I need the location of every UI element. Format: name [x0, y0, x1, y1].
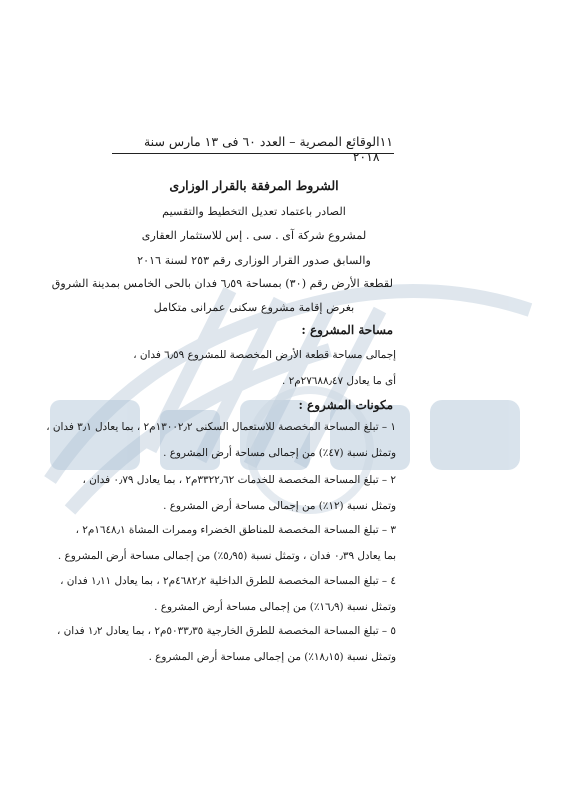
area-heading: مساحة المشروع :	[301, 323, 393, 337]
area-paragraph	[115, 342, 396, 394]
component-item	[57, 517, 396, 569]
intro-line: لمشروع شركة آى . سى . إس للاستثمار العقارى	[141, 229, 367, 242]
gazette-title: الوقائع المصرية – العدد ٦٠ فى ١٣ مارس سنة ٢٠١٨	[143, 134, 380, 164]
component-item	[82, 467, 396, 519]
area-line: أى ما يعادل ٢٧٦٨٨٫٤٧م٢ .	[281, 375, 396, 387]
component-line: ٤ – تبلغ المساحة المخصصة للطرق الداخلية ٤٦٨٢٫٢م٢ ، بما يعادل ١٫١١ فدان ،	[60, 575, 396, 587]
component-line: ٥ – تبلغ المساحة المخصصة للطرق الخارجية ٥٠٣٣٫٣٥م٢ ، بما يعادل ١٫٢ فدان ،	[57, 625, 396, 637]
component-line: وتمثل نسبة (٤٧٪) من إجمالى مساحة أرض المشروع .	[163, 447, 396, 459]
component-item	[46, 414, 396, 466]
component-line: بما يعادل ٠٫٣٩ فدان ، وتمثل نسبة (٥٫٩٥٪) من إجمالى مساحة أرض المشروع .	[57, 550, 396, 562]
page-header	[115, 134, 393, 164]
component-line: ٢ – تبلغ المساحة المخصصة للخدمات ٣٣٢٢٫٦٢م٢ ، بما يعادل ٠٫٧٩ فدان ،	[82, 474, 396, 486]
component-line: وتمثل نسبة (١٨٫١٥٪) من إجمالى مساحة أرض المشروع .	[148, 651, 396, 663]
document-title: الشروط المرفقة بالقرار الوزارى	[169, 178, 339, 193]
intro-line: الصادر باعتماد تعديل التخطيط والتقسيم	[162, 205, 346, 218]
component-item	[57, 618, 396, 670]
component-item	[60, 568, 396, 620]
intro-line: بغرض إقامة مشروع سكنى عمرانى متكامل	[153, 301, 355, 314]
intro-line: والسابق صدور القرار الوزارى رقم ٢٥٣ لسنة ٢٠١٦	[137, 254, 371, 267]
component-line: وتمثل نسبة (١٢٪) من إجمالى مساحة أرض المشروع .	[163, 500, 396, 512]
component-line: ١ – تبلغ المساحة المخصصة للاستعمال السكنى ١٣٠٠٢٫٢م٢ ، بما يعادل ٣٫١ فدان ،	[46, 421, 396, 433]
intro-line: لقطعة الأرض رقم (٣٠) بمساحة ٦٫٥٩ فدان بالحى الخامس بمدينة الشروق	[51, 277, 393, 290]
header-divider	[112, 153, 394, 154]
components-heading: مكونات المشروع :	[298, 398, 393, 412]
component-line: ٣ – تبلغ المساحة المخصصة للمناطق الخضراء وممرات المشاة ١٦٤٨٫١م٢ ،	[75, 524, 396, 536]
page-number: ١١	[379, 134, 393, 149]
component-line: وتمثل نسبة (١٦٫٩٪) من إجمالى مساحة أرض المشروع .	[154, 601, 396, 613]
area-line: إجمالى مساحة قطعة الأرض المخصصة للمشروع ٦٫٥٩ فدان ،	[133, 349, 396, 361]
